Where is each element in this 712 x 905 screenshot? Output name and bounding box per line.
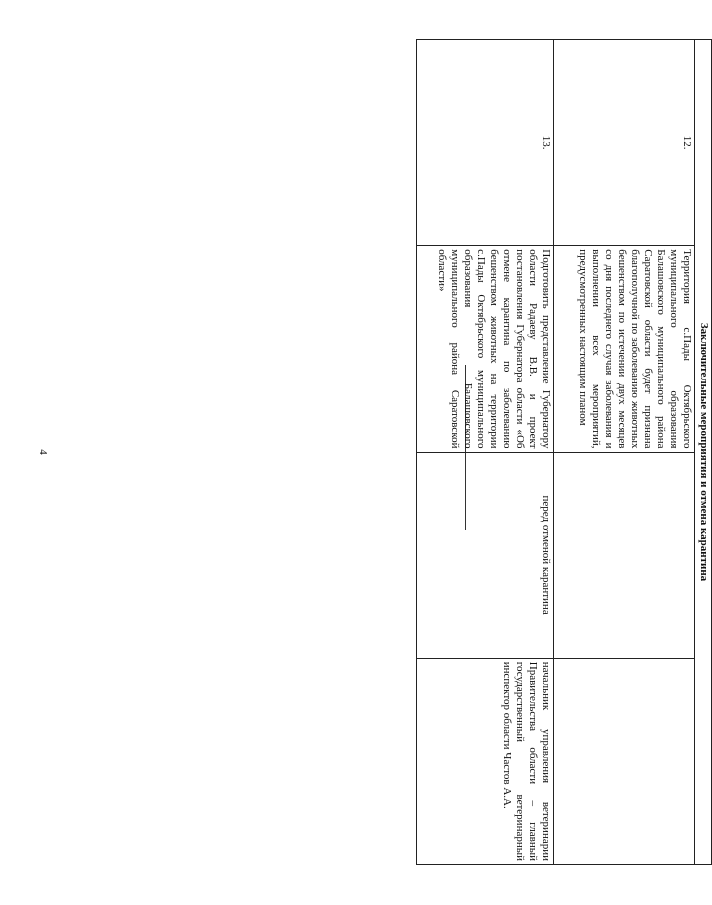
rotated-table-container xyxy=(406,39,712,865)
section-header-row xyxy=(695,40,712,865)
row-number: 12. xyxy=(554,40,695,246)
term-text: перед отменой карантина xyxy=(417,452,554,658)
section-title: Заключительные мероприятия и отмена карантина xyxy=(695,40,712,865)
row-number: 13. xyxy=(417,40,554,246)
responsible-text: начальник управления ветеринарии Правительства области – главный государственный ветеринарный инспектор области Частов А.А. xyxy=(417,658,554,864)
measure-text: Подготовить представление Губернатору области Радаеву В.В. и проект постановления Губернатора области «Об отмене карантина по заболеванию бешенством животных на территории с.Пады Октябрьского муниципального образования Балашовского муниципального района Саратовской области» xyxy=(417,246,554,452)
responsible-text xyxy=(554,658,695,864)
table-row xyxy=(554,40,695,865)
table-row xyxy=(417,40,554,865)
measure-text: Территория с.Пады Октябрьского муниципального образования Балашовского муниципального района Саратовской области будет признана благополучной по заболеванию животных бешенством по истечении двух месяцев со дня последнего случая заболевания и выполнении всех мероприятий, предусмотренных настоящим планом xyxy=(554,246,695,452)
term-text xyxy=(554,452,695,658)
measures-table xyxy=(416,39,712,865)
page-number: 4 xyxy=(36,449,49,455)
